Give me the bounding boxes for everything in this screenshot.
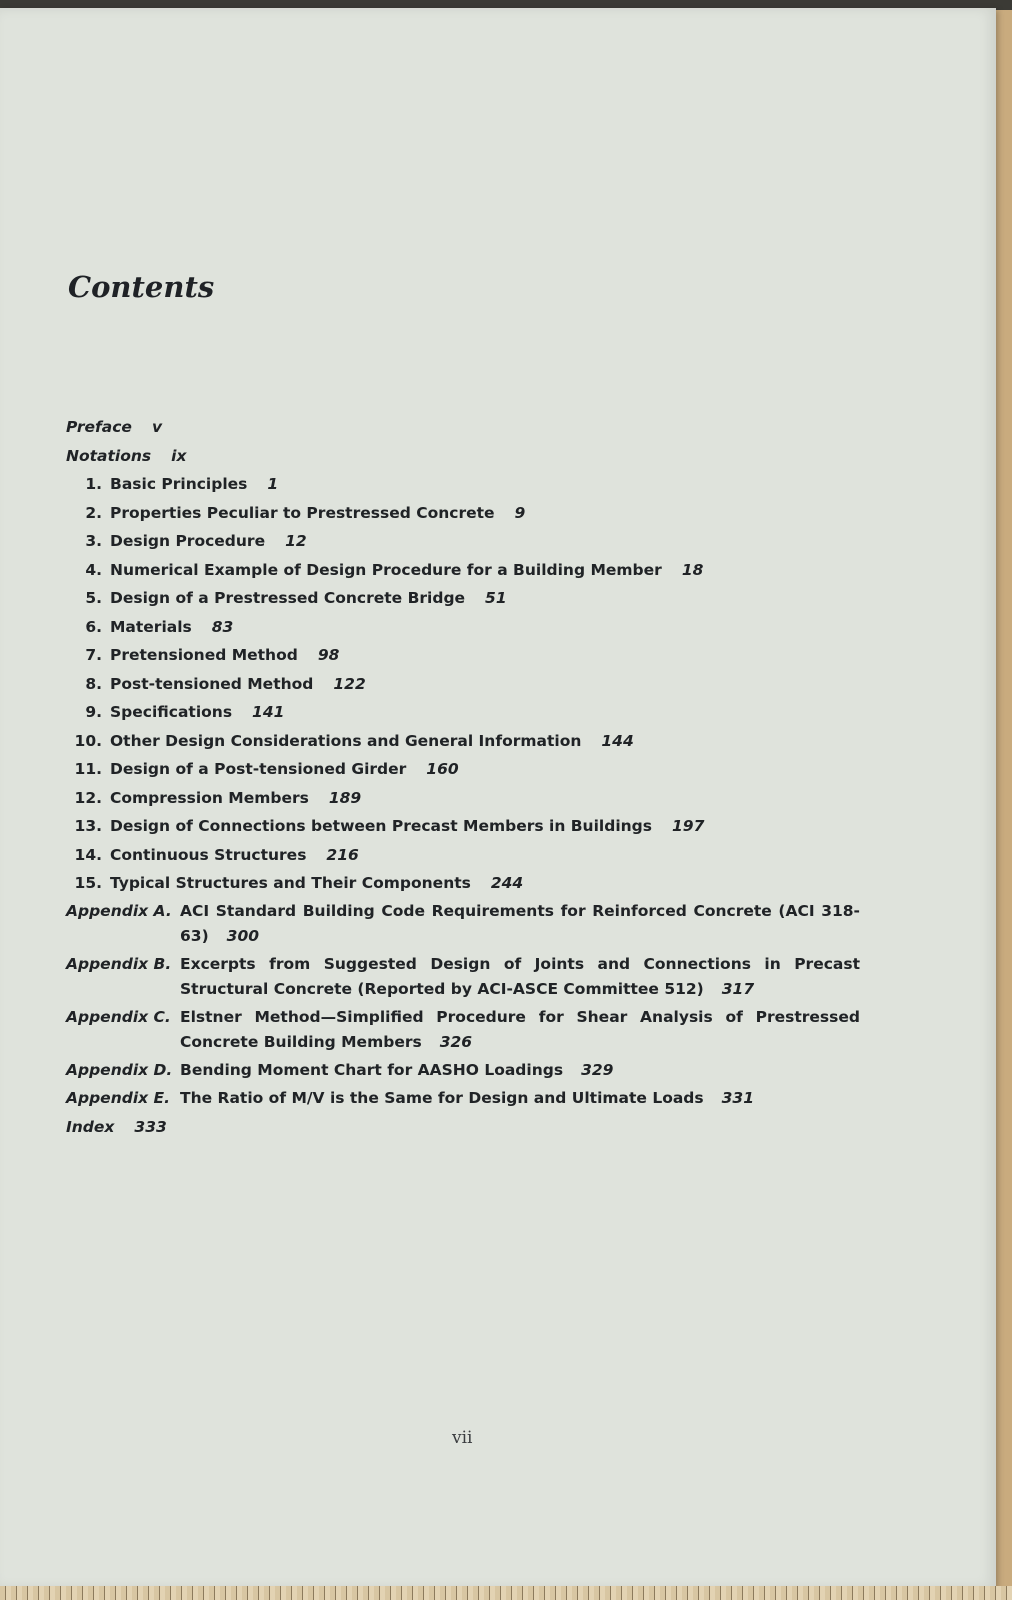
- chapter-title: Design of a Prestressed Concrete Bridge: [110, 589, 466, 607]
- toc-chapter-entry: [66, 528, 866, 557]
- appendix-title: The Ratio of M/V is the Same for Design and Ultimate Loads: [180, 1088, 704, 1107]
- table-of-contents: [66, 414, 866, 1142]
- chapter-page: 216: [326, 845, 359, 864]
- toc-appendix-entry: [66, 1058, 866, 1083]
- appendix-page: 331: [721, 1088, 754, 1107]
- toc-appendix-entry: [66, 1005, 866, 1055]
- appendix-text: [180, 952, 860, 1002]
- chapter-title: Compression Members: [110, 788, 309, 807]
- chapter-number: 6.: [85, 617, 102, 636]
- toc-entry-preface: [66, 414, 866, 443]
- appendix-label: Appendix C.: [66, 1007, 171, 1026]
- toc-entry-label: Preface: [66, 418, 132, 436]
- appendix-list: [66, 899, 866, 1111]
- appendix-page: 329: [581, 1060, 614, 1079]
- chapter-number: 13.: [74, 817, 102, 835]
- toc-chapter-entry: [66, 585, 866, 614]
- chapter-number: 4.: [85, 560, 102, 579]
- chapter-page: 197: [672, 817, 705, 835]
- chapter-number: 15.: [74, 874, 102, 892]
- chapter-title: Properties Peculiar to Prestressed Concrete: [110, 503, 495, 522]
- appendix-label: Appendix D.: [66, 1060, 173, 1079]
- toc-entry-page: 333: [134, 1117, 167, 1136]
- chapter-page: 98: [317, 646, 340, 664]
- toc-chapter-entry: [66, 728, 866, 757]
- chapter-number: 10.: [74, 731, 102, 750]
- toc-chapter-entry: [66, 699, 866, 728]
- appendix-label: Appendix E.: [66, 1088, 171, 1107]
- chapter-title: Continuous Structures: [110, 845, 307, 864]
- chapter-page: 244: [490, 874, 524, 892]
- toc-entry-label: Index: [66, 1117, 115, 1136]
- appendix-label: Appendix A.: [66, 901, 172, 920]
- book-page: [0, 8, 996, 1588]
- toc-chapter-entry: [66, 471, 866, 500]
- toc-chapter-entry: [66, 671, 866, 700]
- chapter-number: 8.: [85, 674, 102, 693]
- toc-chapter-entry: [66, 785, 866, 814]
- appendix-page: 317: [721, 979, 755, 998]
- toc-appendix-entry: [66, 952, 866, 1002]
- chapter-page: 9: [514, 503, 526, 522]
- toc-chapter-entry: [66, 614, 866, 643]
- appendix-label: Appendix B.: [66, 954, 172, 973]
- chapter-page: 83: [211, 617, 234, 636]
- chapter-number: 5.: [85, 589, 102, 607]
- chapter-number: 1.: [85, 475, 102, 493]
- appendix-title: Elstner Method—Simplified Procedure for Shear Analysis of Prestressed Concrete Building Members: [180, 1007, 860, 1051]
- appendix-text: [180, 899, 860, 949]
- toc-chapter-entry: [66, 842, 866, 871]
- appendix-title: Excerpts from Suggested Design of Joints and Connections in Precast Structural Concrete (Reported by ACI-ASCE Committee 512): [180, 954, 860, 998]
- chapter-list: [66, 471, 866, 899]
- appendix-text: [180, 1086, 860, 1111]
- toc-chapter-entry: [66, 756, 866, 785]
- chapter-page: 1: [267, 475, 279, 493]
- toc-chapter-entry: [66, 500, 866, 529]
- toc-chapter-entry: [66, 813, 866, 842]
- toc-appendix-entry: [66, 1086, 866, 1111]
- toc-chapter-entry: [66, 557, 866, 586]
- chapter-title: Other Design Considerations and General Information: [110, 731, 582, 750]
- chapter-number: 2.: [85, 503, 102, 522]
- chapter-title: Design Procedure: [110, 532, 266, 550]
- chapter-title: Basic Principles: [110, 475, 248, 493]
- chapter-number: 9.: [85, 703, 102, 721]
- toc-entry-label: Notations: [66, 446, 152, 465]
- chapter-number: 3.: [85, 532, 102, 550]
- chapter-title: Design of a Post-tensioned Girder: [110, 760, 407, 778]
- toc-chapter-entry: [66, 870, 866, 899]
- appendix-title: ACI Standard Building Code Requirements for Reinforced Concrete (ACI 318-63): [180, 901, 860, 945]
- chapter-number: 7.: [85, 646, 102, 664]
- chapter-page: 141: [252, 703, 285, 721]
- chapter-title: Numerical Example of Design Procedure for a Building Member: [110, 560, 662, 579]
- chapter-page: 12: [285, 532, 307, 550]
- chapter-number: 12.: [74, 788, 102, 807]
- chapter-page: 144: [601, 731, 634, 750]
- chapter-title: Materials: [110, 617, 192, 636]
- toc-appendix-entry: [66, 899, 866, 949]
- page-title: Contents: [68, 270, 215, 304]
- toc-chapter-entry: [66, 642, 866, 671]
- toc-entry-index: [66, 1114, 866, 1143]
- appendix-title: Bending Moment Chart for AASHO Loadings: [180, 1060, 564, 1079]
- appendix-page: 300: [226, 926, 260, 945]
- chapter-title: Specifications: [110, 703, 233, 721]
- appendix-page: 326: [439, 1032, 473, 1051]
- chapter-page: 189: [328, 788, 362, 807]
- chapter-title: Post-tensioned Method: [110, 674, 314, 693]
- chapter-number: 14.: [74, 845, 102, 864]
- chapter-title: Design of Connections between Precast Members in Buildings: [110, 817, 652, 835]
- chapter-page: 122: [333, 674, 366, 693]
- background-edge-bottom: [0, 1586, 1012, 1600]
- chapter-title: Typical Structures and Their Components: [110, 874, 471, 892]
- chapter-page: 160: [426, 760, 459, 778]
- toc-entry-notations: [66, 443, 866, 472]
- toc-entry-page: ix: [171, 446, 187, 465]
- chapter-page: 51: [485, 589, 507, 607]
- appendix-text: [180, 1058, 860, 1083]
- page-number: vii: [452, 1428, 473, 1448]
- chapter-page: 18: [681, 560, 704, 579]
- toc-entry-page: v: [151, 418, 163, 436]
- chapter-title: Pretensioned Method: [110, 646, 298, 664]
- appendix-text: [180, 1005, 860, 1055]
- chapter-number: 11.: [74, 760, 102, 778]
